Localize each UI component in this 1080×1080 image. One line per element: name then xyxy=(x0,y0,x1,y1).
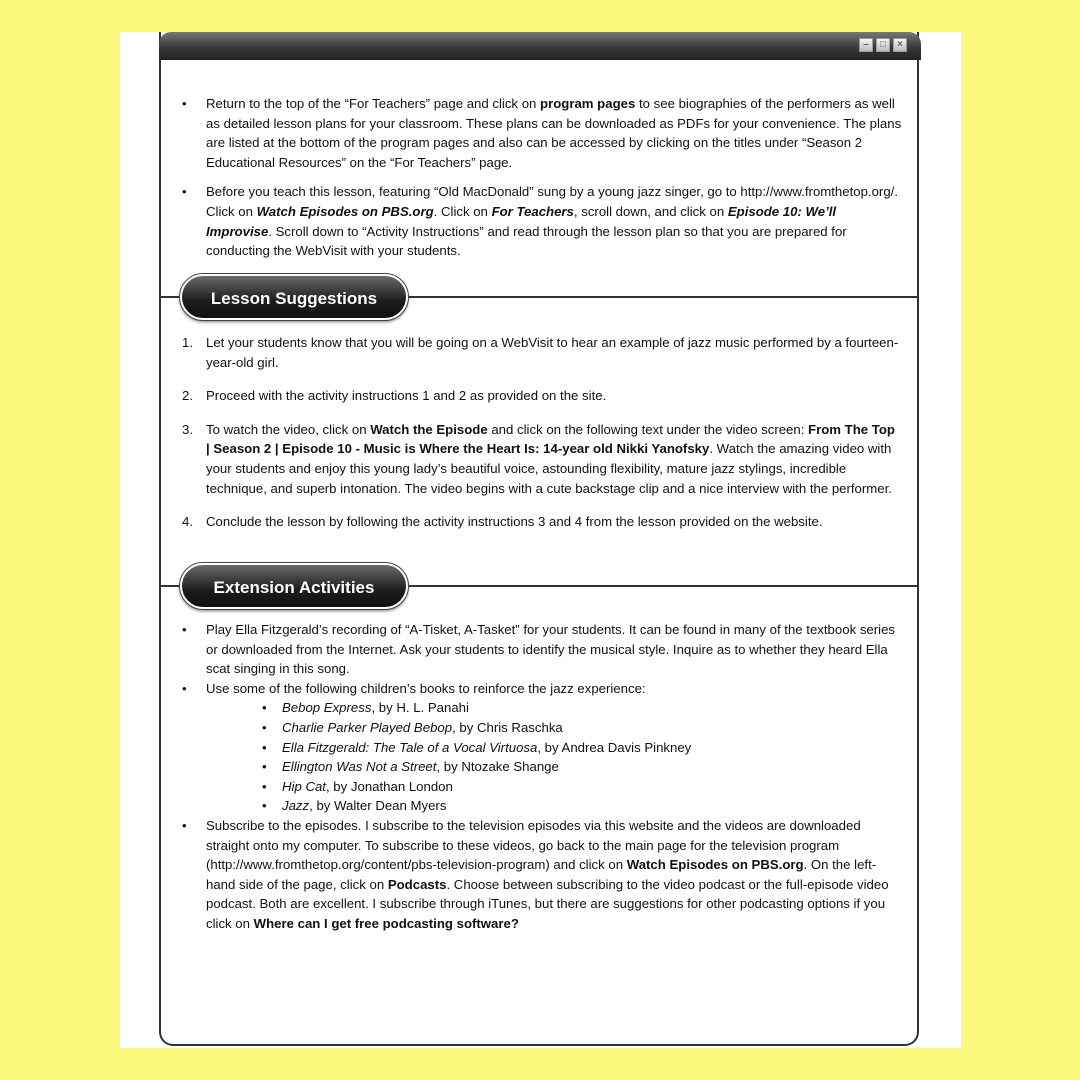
book-author: , by Jonathan London xyxy=(325,778,453,794)
text: . On the left-hand side of the page, click on xyxy=(206,857,877,892)
bullet: • xyxy=(262,778,267,794)
book-item xyxy=(262,718,902,738)
item-number: 1. xyxy=(182,335,193,350)
bullet: • xyxy=(262,700,267,716)
text: . Click on xyxy=(433,203,492,219)
bullet: • xyxy=(182,96,187,111)
book-item xyxy=(262,698,902,718)
episode-10-link[interactable]: Episode 10: We’ll Improvise xyxy=(206,203,837,239)
bullet: • xyxy=(262,759,267,775)
episode-title-link[interactable]: From The Top | Season 2 | Episode 10 - Music is Where the Heart Is: 14-year old Nikki Yanofsky xyxy=(206,421,895,457)
text: Conclude the lesson by following the activity instructions 3 and 4 from the lesson provided on the website. xyxy=(206,514,823,530)
free-podcasting-software-link[interactable]: Where can I get free podcasting software? xyxy=(253,915,519,931)
window-controls xyxy=(859,38,907,52)
watch-the-episode-link[interactable]: Watch the Episode xyxy=(370,421,488,437)
text: To watch the video, click on xyxy=(206,421,371,437)
maximize-icon[interactable]: □ xyxy=(876,38,890,52)
lesson-suggestions-heading: Lesson Suggestions xyxy=(180,274,408,320)
lesson-item xyxy=(182,333,902,372)
book-title: Ella Fitzgerald: The Tale of a Vocal Virtuosa xyxy=(282,739,538,755)
book-author: , by Chris Raschka xyxy=(452,719,563,735)
document-content xyxy=(182,94,902,261)
text: Use some of the following children’s books to reinforce the jazz experience: xyxy=(206,680,646,696)
bullet: • xyxy=(262,719,267,735)
bullet: • xyxy=(262,798,267,814)
podcasts-link[interactable]: Podcasts xyxy=(387,876,447,892)
intro-item-program-pages xyxy=(182,94,902,172)
extension-item xyxy=(182,620,902,679)
book-item xyxy=(262,757,902,777)
text: . Watch the amazing video with your students and enjoy this young lady’s beautiful voice, astounding flexibility, mature jazz stylings, incredible technique, and superb intonation. The video begins with a cute backstage clip and a nice interview with the performer. xyxy=(206,441,892,496)
book-title: Ellington Was Not a Street xyxy=(282,759,437,775)
close-icon[interactable]: × xyxy=(893,38,907,52)
text: Before you teach this lesson, featuring “Old MacDonald” sung by a young jazz singer, go to http://www.fromthetop.org/. Click on xyxy=(206,184,898,219)
watch-episodes-link[interactable]: Watch Episodes on PBS.org xyxy=(626,857,804,873)
for-teachers-link[interactable]: For Teachers xyxy=(491,203,574,219)
bullet: • xyxy=(262,739,267,755)
book-item xyxy=(262,796,902,816)
lesson-list xyxy=(182,333,902,532)
lesson-item xyxy=(182,386,902,406)
bullet: • xyxy=(182,622,187,637)
lesson-item xyxy=(182,512,902,532)
text: to see biographies of the performers as well as detailed lesson plans for your classroom. These plans can be downloaded as PDFs for your convenience. The plans are listed at the bottom of the program pages and also can be accessed by clicking on the titles under “Season 2 Educational Resources” on the “For Teachers” page. xyxy=(206,96,902,170)
text: Let your students know that you will be going on a WebVisit to hear an example of jazz music performed by a fourteen-year-old girl. xyxy=(206,335,899,370)
extension-list xyxy=(182,620,902,934)
lesson-content xyxy=(182,333,902,532)
text: , scroll down, and click on xyxy=(573,203,728,219)
book-title: Charlie Parker Played Bebop xyxy=(282,719,453,735)
book-item xyxy=(262,777,902,797)
book-item xyxy=(262,738,902,758)
text: . Scroll down to “Activity Instructions” and read through the lesson plan so that you are prepared for conducting the WebVisit with your students. xyxy=(206,223,847,259)
item-number: 4. xyxy=(182,514,193,530)
intro-item-before-teaching xyxy=(182,182,902,260)
watch-episodes-link[interactable]: Watch Episodes on PBS.org xyxy=(256,203,434,219)
book-title: Jazz xyxy=(282,798,310,814)
window-titlebar xyxy=(159,32,921,60)
book-author: , by Ntozake Shange xyxy=(436,759,559,775)
item-number: 2. xyxy=(182,388,193,404)
extension-content xyxy=(182,620,902,934)
text: Subscribe to the episodes. I subscribe to the television episodes via this website and the videos are downloaded straight onto my computer. To subscribe to these videos, go back to the main page for the television program (http://www.fromthetop.org/content/pbs-television-program) and click on xyxy=(206,817,861,873)
book-author: , by H. L. Panahi xyxy=(371,700,469,716)
text: Return to the top of the “For Teachers” page and click on xyxy=(206,96,541,111)
bullet: • xyxy=(182,680,187,696)
intro-list xyxy=(182,94,902,261)
lesson-item xyxy=(182,420,902,498)
text: Proceed with the activity instructions 1 and 2 as provided on the site. xyxy=(206,388,607,404)
book-list xyxy=(206,698,902,816)
extension-item xyxy=(182,816,902,934)
item-number: 3. xyxy=(182,421,193,437)
extension-activities-heading: Extension Activities xyxy=(180,563,408,609)
book-title: Hip Cat xyxy=(282,778,326,794)
text: Play Ella Fitzgerald’s recording of “A-Tisket, A-Tasket” for your students. It can be found in many of the textbook series or downloaded from the Internet. Ask your students to identify the musical style. Inquire as to whether they heard Ella scat singing in this song. xyxy=(206,622,895,677)
book-title: Bebop Express xyxy=(282,700,372,716)
book-author: , by Andrea Davis Pinkney xyxy=(537,739,692,755)
bullet: • xyxy=(182,184,187,200)
minimize-icon[interactable]: – xyxy=(859,38,873,52)
text: . Choose between subscribing to the video podcast or the full-episode video podcast. Both are excellent. I subscribe through iTunes, but there are suggestions for other podcasting options if you click on xyxy=(206,876,889,931)
text: and click on the following text under the video screen: xyxy=(487,421,809,437)
bullet: • xyxy=(182,817,187,833)
program-pages-link[interactable]: program pages xyxy=(540,96,636,111)
extension-item xyxy=(182,679,902,816)
book-author: , by Walter Dean Myers xyxy=(309,798,447,814)
